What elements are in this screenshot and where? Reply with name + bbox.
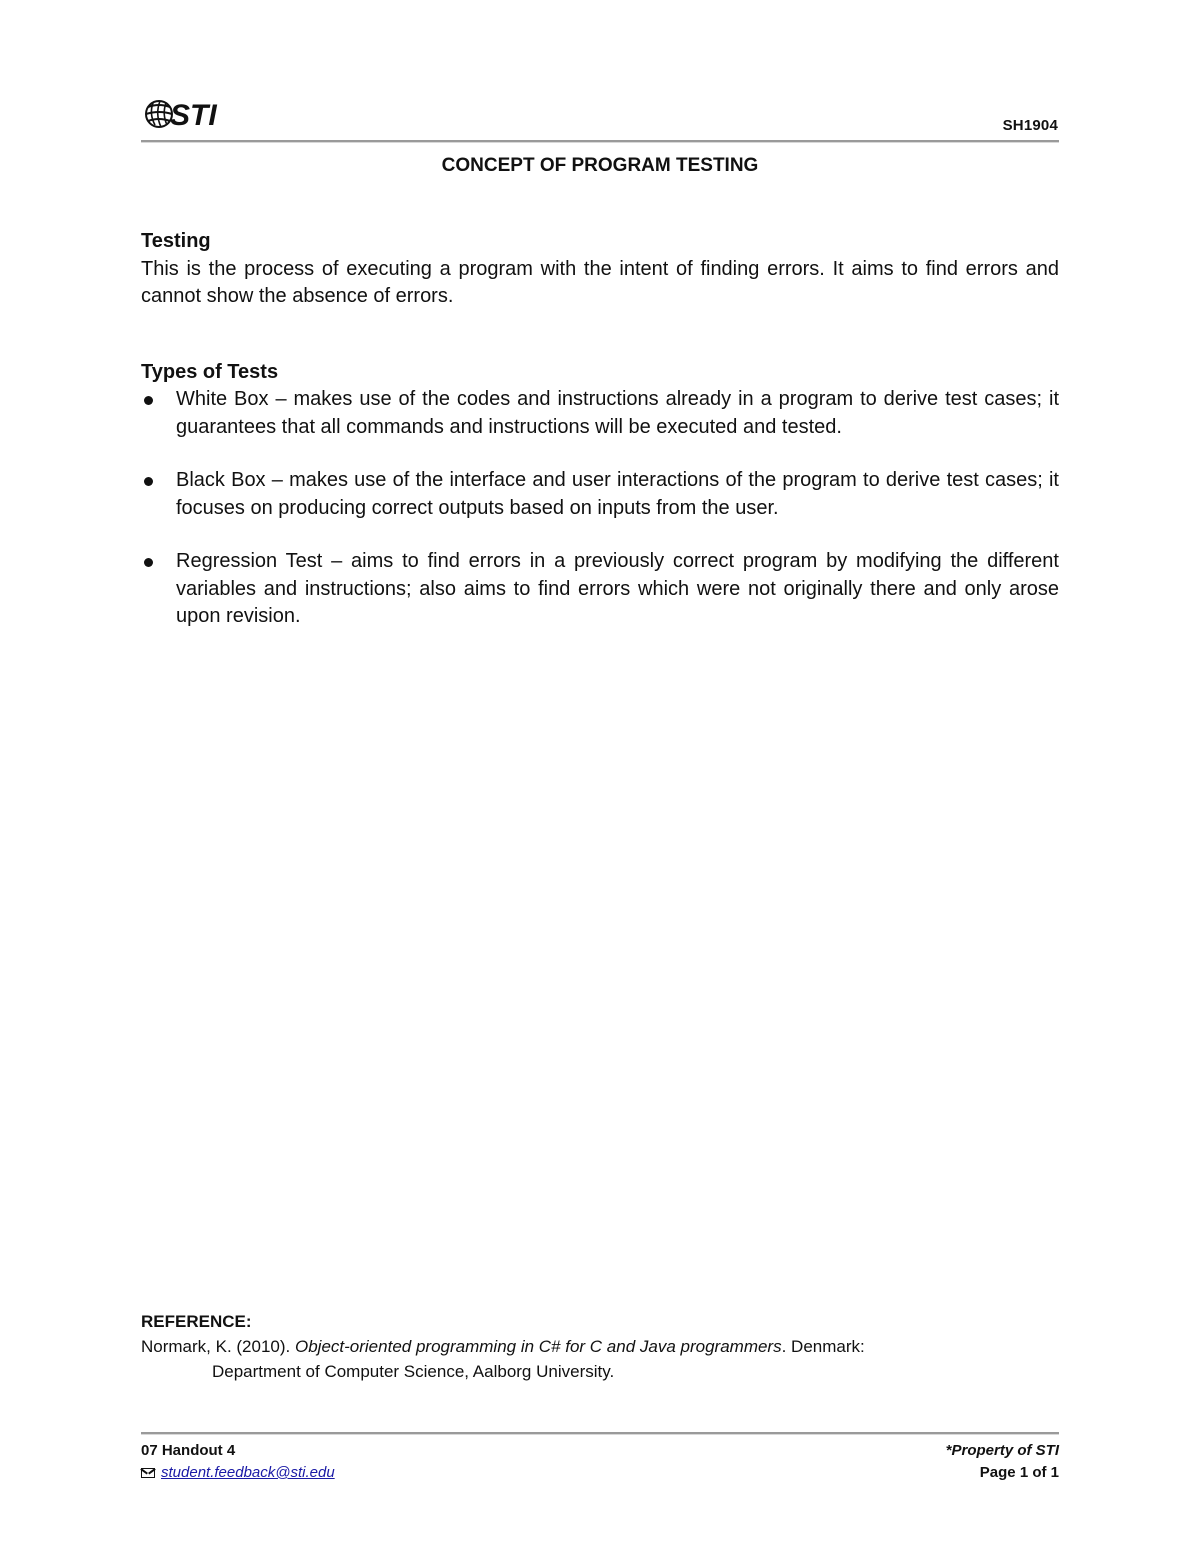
globe-icon	[146, 101, 172, 127]
bullet-icon	[144, 558, 153, 567]
reference-author: Normark, K. (2010).	[141, 1337, 291, 1356]
document-code: SH1904	[1002, 117, 1058, 134]
mail-icon	[141, 1468, 155, 1478]
types-heading: Types of Tests	[141, 360, 279, 383]
feedback-email-row	[141, 1462, 335, 1484]
footer-left	[141, 1440, 335, 1484]
reference-citation	[141, 1334, 1059, 1359]
list-item-regression-test	[141, 548, 1059, 631]
list-item-white-box	[141, 386, 1059, 441]
reference-location: . Denmark:	[781, 1337, 865, 1356]
testing-definition: This is the process of executing a program with the intent of finding errors. It aims to find errors and cannot show the absence of errors.	[141, 257, 1059, 307]
testing-section	[141, 228, 1059, 311]
sti-logo	[143, 92, 225, 136]
page-number: Page 1 of 1	[979, 1464, 1059, 1481]
property-label: *Property of STI	[945, 1442, 1059, 1459]
document-title: CONCEPT OF PROGRAM TESTING	[441, 155, 759, 176]
footer-divider	[141, 1432, 1059, 1435]
list-item-black-box	[141, 467, 1059, 522]
reference-section	[141, 1309, 1059, 1384]
types-section	[141, 359, 1059, 631]
main-content	[141, 228, 1059, 657]
reference-heading: REFERENCE:	[141, 1312, 252, 1331]
list-item-text: White Box – makes use of the codes and instructions already in a program to derive test cases; it guarantees that all commands and instructions will be executed and tested.	[176, 388, 1059, 438]
feedback-email-link[interactable]: student.feedback@sti.edu	[161, 1464, 335, 1481]
logo-text: STI	[170, 99, 217, 132]
bullet-icon	[144, 396, 153, 405]
testing-heading: Testing	[141, 230, 211, 252]
list-item-text: Black Box – makes use of the interface and user interactions of the program to derive test cases; it focuses on producing correct outputs based on inputs from the user.	[176, 469, 1059, 519]
reference-publisher: Department of Computer Science, Aalborg University.	[212, 1362, 615, 1381]
handout-label: 07 Handout 4	[141, 1442, 236, 1459]
header-divider	[141, 140, 1059, 143]
footer-right	[946, 1440, 1059, 1484]
types-list	[141, 386, 1059, 631]
reference-title: Object-oriented programming in C# for C and Java programmers	[295, 1337, 782, 1356]
bullet-icon	[144, 477, 153, 486]
list-item-text: Regression Test – aims to find errors in a previously correct program by modifying the different variables and instructions; also aims to find errors which were not originally there and only arose upon revision.	[176, 550, 1059, 627]
